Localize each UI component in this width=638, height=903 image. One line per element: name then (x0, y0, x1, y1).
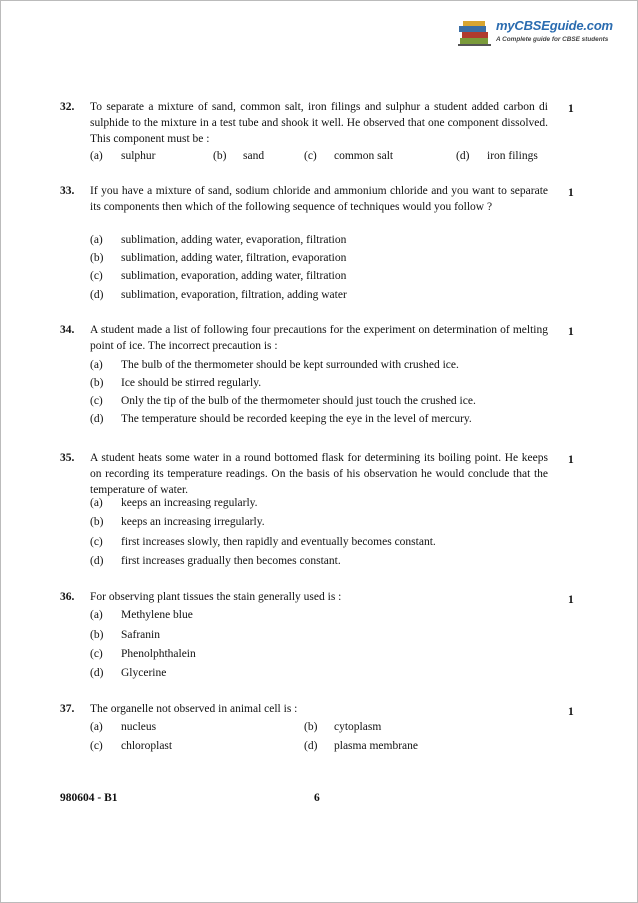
option-text: Glycerine (121, 667, 167, 679)
question-marks: 1 (568, 326, 574, 338)
option-text: common salt (334, 150, 394, 162)
question-text: A student made a list of following four precautions for the experiment on determination of melting point of ice. The incorrect precaution is : (90, 324, 548, 352)
option-text: The bulb of the thermometer should be kept surrounded with crushed ice. (121, 359, 459, 371)
question-number: 37. (60, 703, 75, 715)
option-text: sublimation, adding water, evaporation, filtration (121, 234, 347, 246)
option-text: first increases slowly, then rapidly and eventually becomes constant. (121, 536, 436, 548)
books-icon (458, 18, 492, 48)
option-label: (b) (90, 252, 104, 264)
page-number: 6 (314, 792, 320, 804)
option-text: Phenolphthalein (121, 648, 196, 660)
option-text: Only the tip of the bulb of the thermometer should just touch the crushed ice. (121, 395, 476, 407)
option-text: first increases gradually then becomes constant. (121, 555, 341, 567)
question-marks: 1 (568, 706, 574, 718)
option-label: (c) (304, 150, 317, 162)
option-label: (c) (90, 648, 103, 660)
option-text: Ice should be stirred regularly. (121, 377, 262, 389)
option-text: cytoplasm (334, 721, 382, 733)
question-number: 35. (60, 452, 75, 464)
option-label: (b) (90, 377, 104, 389)
option-label: (b) (304, 721, 318, 733)
question-text: A student heats some water in a round bottomed flask for determining its boiling point. He keeps on recording its temperature readings. On the basis of his observation he would conclude that the temperature of water. (90, 452, 548, 496)
question-number: 32. (60, 101, 75, 113)
question-number: 36. (60, 591, 75, 603)
option-label: (c) (90, 740, 103, 752)
option-label: (a) (90, 609, 103, 621)
option-text: The temperature should be recorded keeping the eye in the level of mercury. (121, 413, 472, 425)
option-label: (a) (90, 359, 103, 371)
option-label: (b) (90, 516, 104, 528)
option-text: keeps an increasing irregularly. (121, 516, 265, 528)
option-text: Methylene blue (121, 609, 193, 621)
paper-code: 980604 - B1 (60, 792, 118, 804)
option-text: sublimation, evaporation, adding water, filtration (121, 270, 347, 282)
option-label: (a) (90, 150, 103, 162)
option-label: (d) (90, 289, 104, 301)
question-number: 33. (60, 185, 75, 197)
option-label: (d) (456, 150, 470, 162)
option-text: plasma membrane (334, 740, 418, 752)
question-number: 34. (60, 324, 75, 336)
option-text: chloroplast (121, 740, 173, 752)
option-text: nucleus (121, 721, 157, 733)
option-text: sublimation, adding water, filtration, evaporation (121, 252, 347, 264)
question-marks: 1 (568, 103, 574, 115)
option-label: (c) (90, 395, 103, 407)
option-text: sublimation, evaporation, filtration, adding water (121, 289, 347, 301)
question-text: The organelle not observed in animal cell is : (90, 703, 298, 715)
question-text: For observing plant tissues the stain generally used is : (90, 591, 342, 603)
question-text: To separate a mixture of sand, common salt, iron filings and sulphur a student added carbon di sulphide to the mixture in a test tube and shook it well. He observed that one component dissolved. This component must be : (90, 101, 548, 145)
option-label: (c) (90, 270, 103, 282)
option-label: (b) (213, 150, 227, 162)
logo-tagline: A Complete guide for CBSE students (496, 36, 609, 43)
option-label: (d) (90, 667, 104, 679)
option-label: (a) (90, 721, 103, 733)
site-logo (458, 14, 618, 52)
option-label: (b) (90, 629, 104, 641)
option-label: (a) (90, 497, 103, 509)
question-marks: 1 (568, 454, 574, 466)
option-label: (d) (90, 555, 104, 567)
option-text: iron filings (487, 150, 538, 162)
option-text: sand (243, 150, 265, 162)
question-marks: 1 (568, 594, 574, 606)
logo-brand-text: myCBSEguide.com (496, 18, 613, 33)
option-label: (a) (90, 234, 103, 246)
option-text: sulphur (121, 150, 156, 162)
option-text: Safranin (121, 629, 160, 641)
question-text: If you have a mixture of sand, sodium chloride and ammonium chloride and you want to separate its components then which of the following sequence of techniques would you follow ? (90, 185, 548, 213)
option-label: (d) (90, 413, 104, 425)
option-label: (c) (90, 536, 103, 548)
question-marks: 1 (568, 187, 574, 199)
option-label: (d) (304, 740, 318, 752)
option-text: keeps an increasing regularly. (121, 497, 258, 509)
